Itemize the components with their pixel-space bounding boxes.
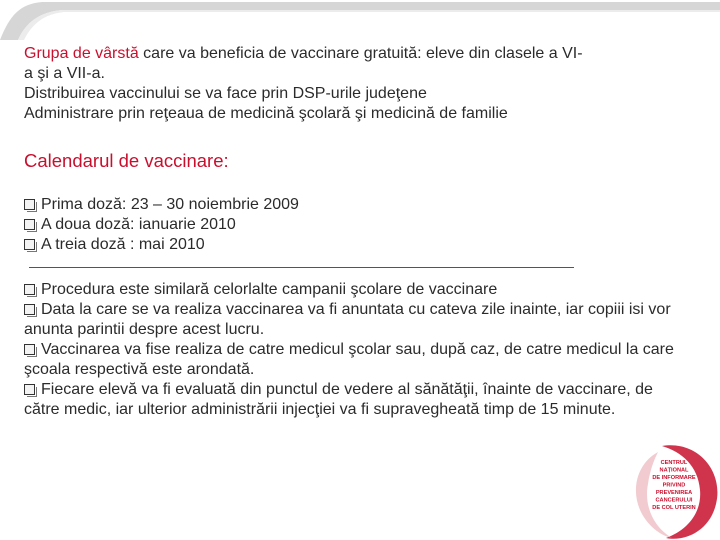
checkbox-bullet-icon [24, 219, 35, 230]
dose-list [24, 195, 684, 255]
age-group-line [24, 44, 684, 64]
note-text: Vaccinarea va fise realiza de catre medicul şcolar sau, după caz, de catre medicul la care şcoala respectivă este arondată. [24, 341, 674, 378]
note-item [24, 340, 684, 380]
checkbox-bullet-icon [24, 199, 35, 210]
note-text: Data la care se va realiza vaccinarea va fi anuntata cu cateva zile inainte, iar copiii isi vor anunta parintii despre acest lucru. [24, 301, 671, 338]
checkbox-bullet-icon [24, 304, 35, 315]
logo-text-line: CENTRUL [660, 460, 688, 466]
section-divider [29, 267, 574, 268]
checkbox-bullet-icon [24, 384, 35, 395]
age-group-label: Grupa de vârstă [24, 45, 139, 62]
dose-text: A doua doză: ianuarie 2010 [41, 216, 236, 233]
intro-block [24, 44, 684, 124]
note-text: Fiecare elevă va fi evaluată din punctul de vedere al sănătăţii, înainte de vaccinare, de către medic, iar ulterior administrării injecţiei va fi supravegheată timp de 15 minute. [24, 381, 653, 418]
logo-text-line: NAȚIONAL [659, 467, 689, 474]
calendar-heading: Calendarul de vaccinare: [24, 150, 229, 171]
logo-text-line: PREVENIREA [655, 490, 693, 496]
top-decorative-swoosh [0, 0, 720, 40]
checkbox-bullet-icon [24, 284, 35, 295]
logo-text-line: CANCERULUI [655, 497, 693, 504]
notes-list [24, 280, 684, 420]
logo-text-line: DE INFORMARE [652, 475, 696, 481]
checkbox-bullet-icon [24, 239, 35, 250]
logo-text-line: DE COL UTERIN [652, 505, 696, 511]
dose-item [24, 215, 684, 235]
administration-line: Administrare prin reţeaua de medicină şcolară şi medicină de familie [24, 105, 508, 122]
dose-item [24, 235, 684, 255]
slide-content [24, 44, 684, 420]
note-item [24, 380, 684, 420]
age-group-line-cont: a şi a VII-a. [24, 65, 105, 82]
dose-item [24, 195, 684, 215]
dose-text: Prima doză: 23 – 30 noiembrie 2009 [41, 196, 299, 213]
age-group-text: care va beneficia de vaccinare gratuită: eleve din clasele a VI- [138, 45, 583, 62]
dose-text: A treia doză : mai 2010 [41, 236, 205, 253]
note-text: Procedura este similară celorlalte campanii şcolare de vaccinare [41, 281, 498, 298]
distribution-line: Distribuirea vaccinului se va face prin DSP-urile judeţene [24, 85, 427, 102]
note-item [24, 300, 684, 340]
checkbox-bullet-icon [24, 344, 35, 355]
logo-text-line: PRIVIND [662, 482, 686, 489]
note-item [24, 280, 684, 300]
cancer-prevention-center-logo [628, 442, 720, 540]
